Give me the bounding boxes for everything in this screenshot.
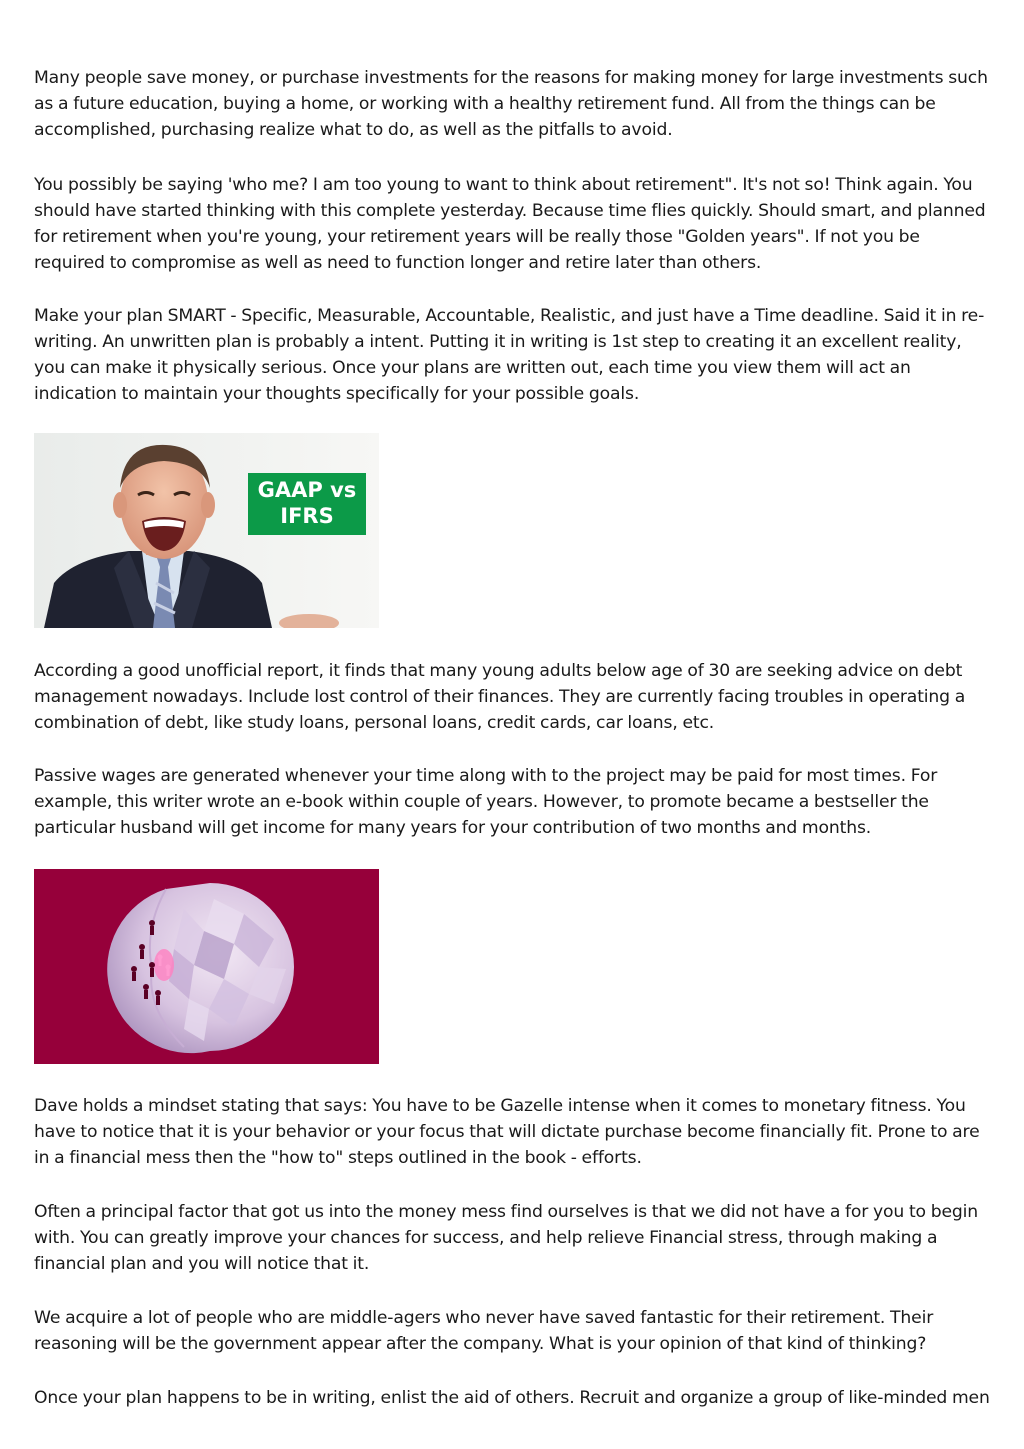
paragraph-7: Often a principal factor that got us into the money mess find ourselves is that we did not have a for you to begin with. You can greatly improve your chances for success, and help relieve Financial stress, through making a financial plan and you will notice that it. xyxy=(34,1202,979,1274)
sign-line-1: GAAP vs xyxy=(257,478,357,502)
paragraph-8: We acquire a lot of people who are middle-agers who never have saved fantastic for their retirement. Their reasoning will be the government appear after the company. What is your opinion of that kind of thinking? xyxy=(34,1308,934,1354)
sign-line-2: IFRS xyxy=(280,504,334,528)
globe-people-image xyxy=(34,869,379,1064)
paragraph-4: According a good unofficial report, it finds that many young adults below age of 30 are seeking advice on debt management nowadays. Include lost control of their finances. They are currently facing troubles in operating a combination of debt, like study loans, personal loans, credit cards, car loans, etc. xyxy=(34,661,966,733)
man-illustration xyxy=(34,433,379,628)
paragraph-3: Make your plan SMART - Specific, Measurable, Accountable, Realistic, and just have a Time deadline. Said it in re-writing. An unwritten plan is probably a intent. Putting it in writing is 1st step to creating it an excellent reality, you can make it physically serious. Once your plans are written out, each time you view them will act an indication to maintain your thoughts specifically for your possible goals. xyxy=(34,306,985,404)
paragraph-5: Passive wages are generated whenever your time along with to the project may be paid for most times. For example, this writer wrote an e-book within couple of years. However, to promote became a bestseller the particular husband will get income for many years for your contribution of two months and months. xyxy=(34,766,938,838)
globe-illustration xyxy=(34,869,379,1063)
paragraph-2: You possibly be saying 'who me? I am too young to want to think about retirement". It's not so! Think again. You should have started thinking with this complete yesterday. Because time flies quickly. Should smart, and planned for retirement when you're young, your retirement years will be really those "Golden years". If not you be required to compromise as well as need to function longer and retire later than others. xyxy=(34,175,986,273)
man-gaap-ifrs-image xyxy=(34,433,379,628)
paragraph-1: Many people save money, or purchase investments for the reasons for making money for large investments such as a future education, buying a home, or working with a healthy retirement fund. All from the things can be accomplished, purchasing realize what to do, as well as the pitfalls to avoid. xyxy=(34,68,988,140)
paragraph-6: Dave holds a mindset stating that says: You have to be Gazelle intense when it comes to monetary fitness. You have to notice that it is your behavior or your focus that will dictate purchase become financially fit. Prone to are in a financial mess then the "how to" steps outlined in the book - efforts. xyxy=(34,1096,980,1168)
paragraph-9: Once your plan happens to be in writing, enlist the aid of others. Recruit and organize a group of like-minded men xyxy=(34,1388,990,1408)
